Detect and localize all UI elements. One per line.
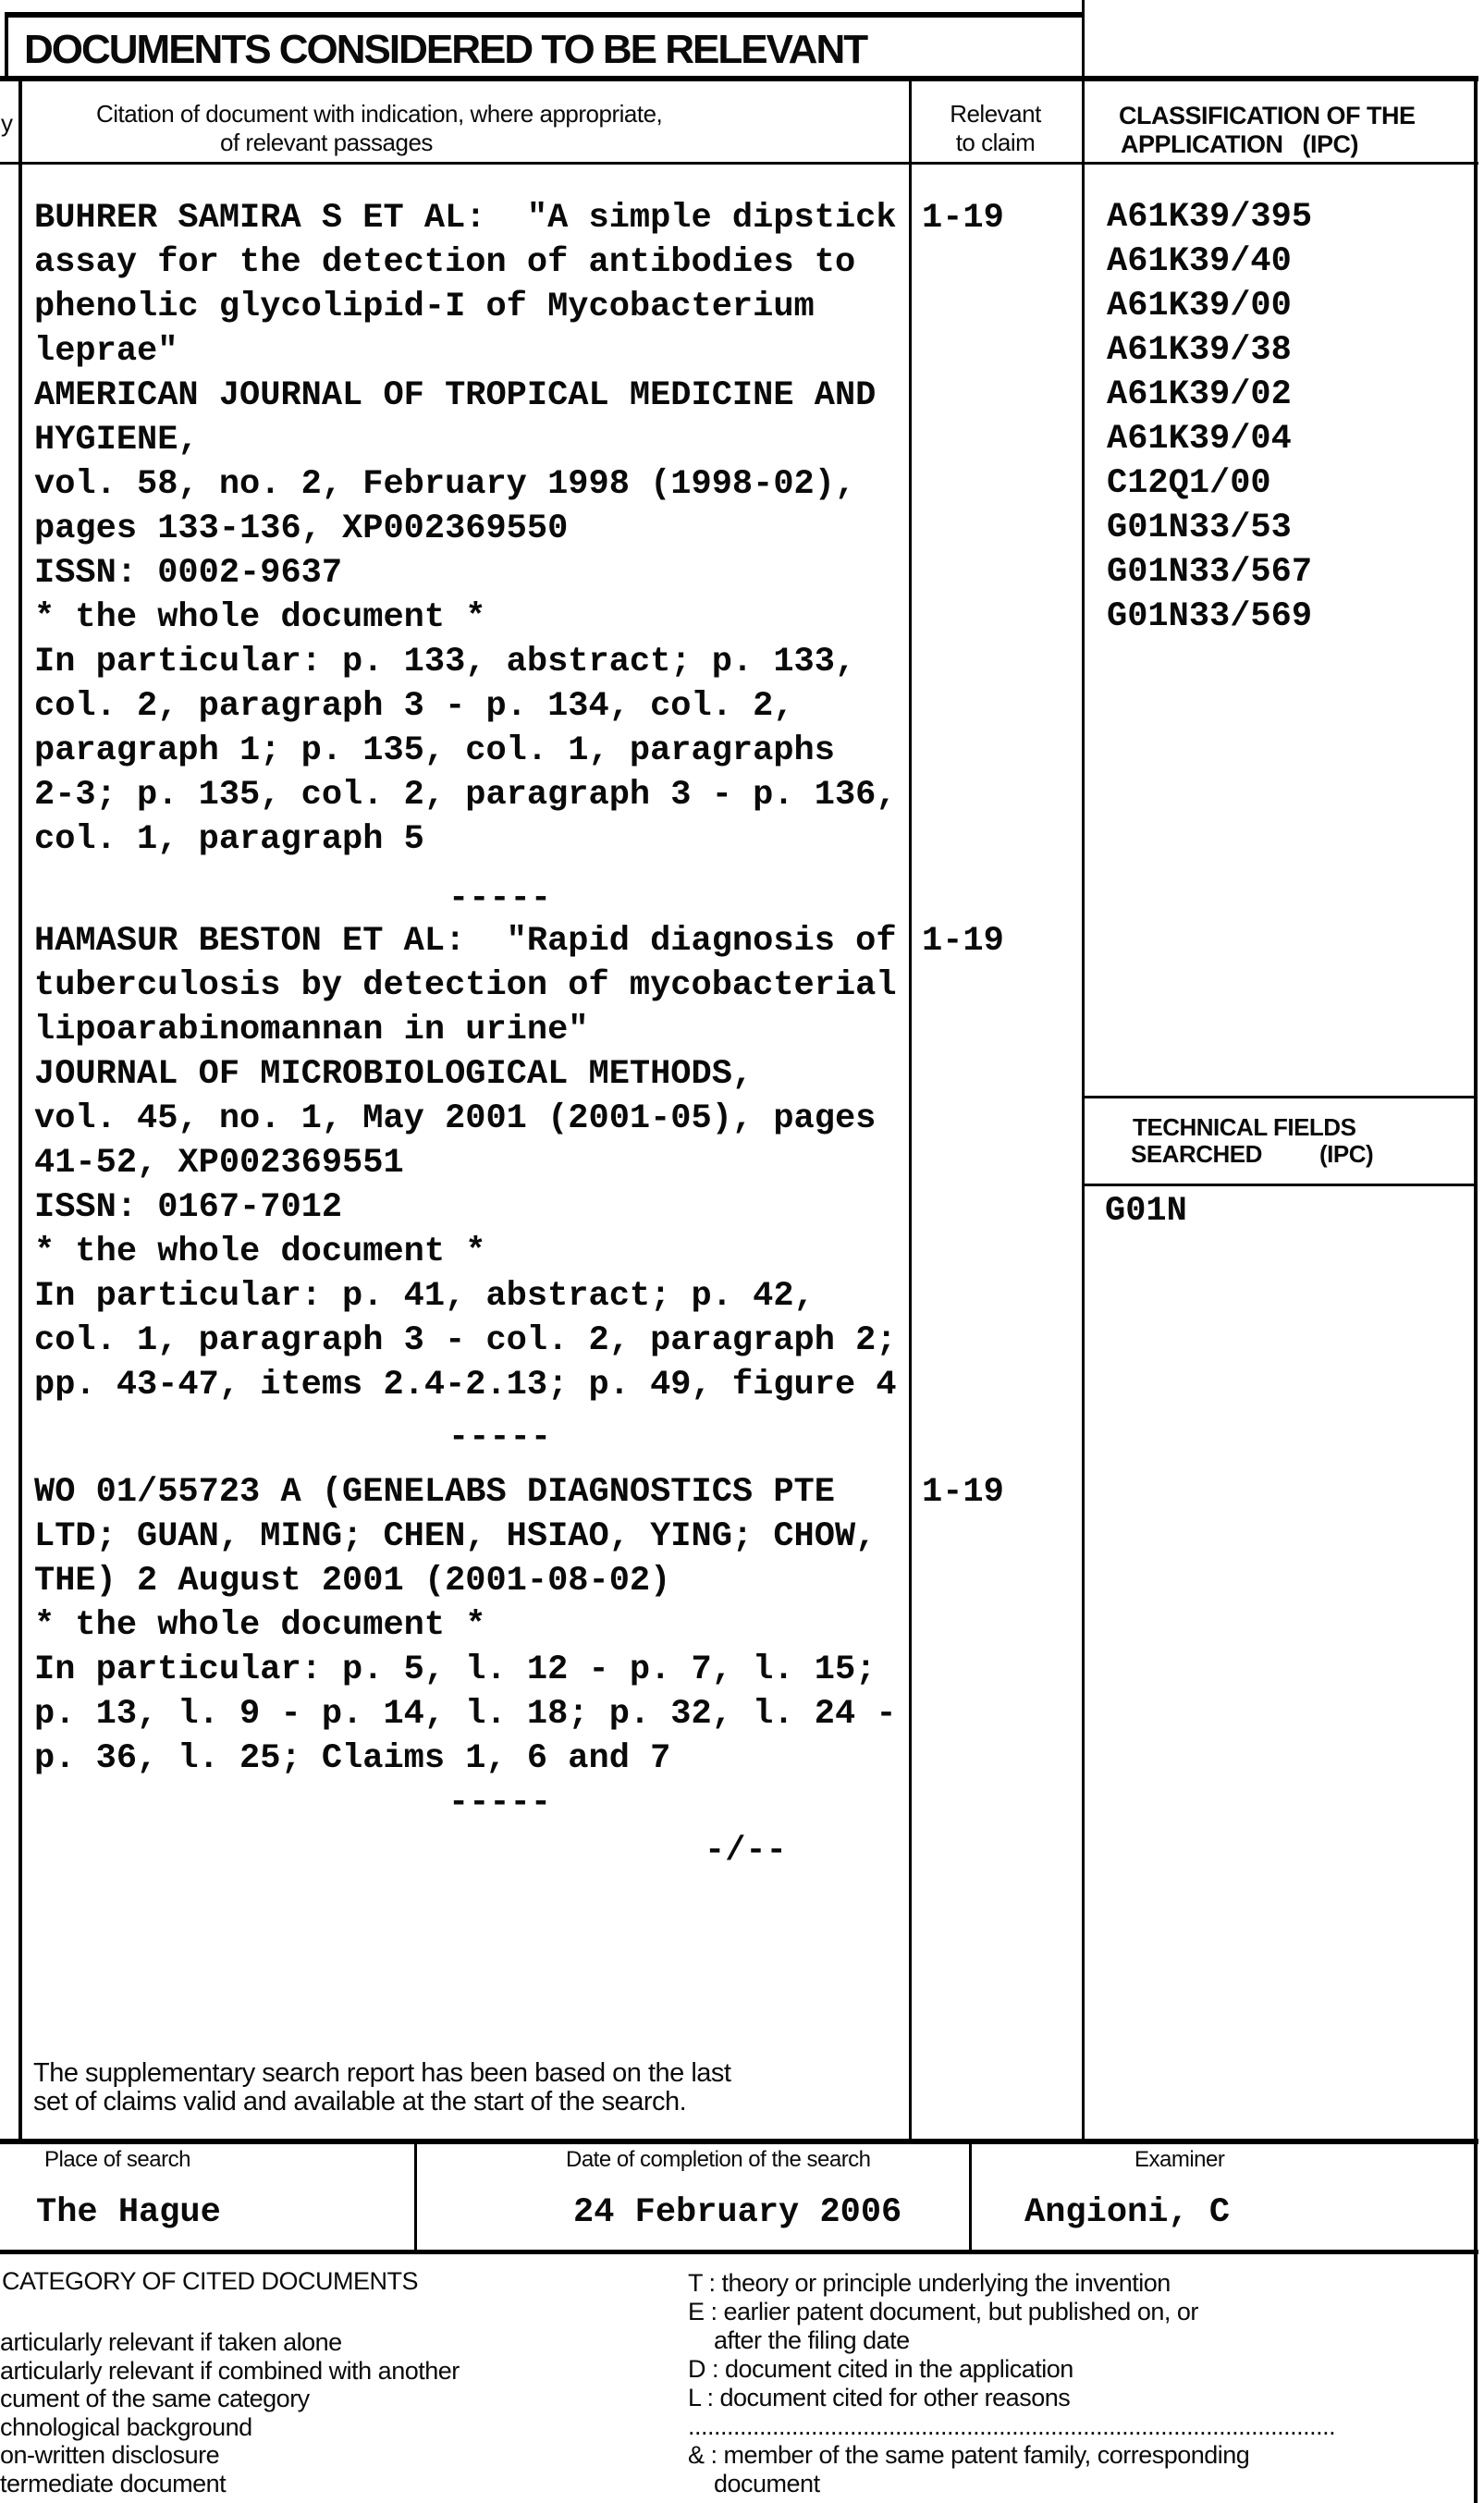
citation-separator-3: -----: [448, 1784, 552, 1822]
examiner-label: Examiner: [1134, 2147, 1225, 2172]
category-column-header-partial: y: [1, 109, 13, 137]
border-right-edge: [1474, 76, 1478, 2503]
classification-codes-list: A61K39/395 A61K39/40 A61K39/00 A61K39/38 A61K39/02 A61K39/04 C12Q1/00 G01N33/53 G01N33/567 G01N33/569: [1107, 198, 1313, 636]
relevant-column-header-line2: to claim: [955, 129, 1036, 156]
border-technical-fields-top: [1082, 1096, 1477, 1098]
border-category-column: [18, 76, 22, 2144]
border-relevant-classification-separator: [1082, 0, 1085, 2144]
border-below-title: [0, 76, 1478, 81]
examiner-value: Angioni, C: [1024, 2193, 1231, 2232]
supplementary-search-note: The supplementary search report has been based on the last set of claims valid and available at the start of the search.: [33, 2058, 731, 2117]
classification-column-header-line2: APPLICATION (IPC): [1121, 130, 1358, 158]
place-of-search-value: The Hague: [36, 2193, 221, 2232]
border-below-footer-row: [0, 2250, 1478, 2254]
citation-block-2: HAMASUR BESTON ET AL: "Rapid diagnosis of tuberculosis by detection of mycobacterial lipoarabinomannan in urine" JOURNAL OF MICROBIOLOGICAL METHODS, vol. 45, no. 1, May 2001 (2001-05), pages 41-52, XP002369551 ISSN: 0167-7012 * the whole document * In particular: p. 41, abstract; p. 42, col. 1, paragraph 3 - col. 2, paragraph 2; pp. 43-47, items 2.4-2.13; p. 49, figure 4: [34, 922, 897, 1405]
continuation-mark: -/--: [705, 1832, 787, 1871]
citation-block-3: WO 01/55723 A (GENELABS DIAGNOSTICS PTE LTD; GUAN, MING; CHEN, HSIAO, YING; CHOW, THE) 2 August 2001 (2001-08-02) * the whole document * In particular: p. 5, l. 12 - p. 7, l. 15; p. 13, l. 9 - p. 14, l. 18; p. 32, l. 24 - p. 36, l. 25; Claims 1, 6 and 7: [34, 1473, 897, 1778]
citation-column-header-line1: Citation of document with indication, where appropriate,: [96, 100, 663, 128]
border-citation-relevant-separator: [909, 76, 912, 2144]
border-top-of-title-box: [5, 12, 1085, 18]
border-footer-place-date-separator: [414, 2139, 417, 2251]
border-title-box-left: [5, 12, 8, 81]
citation-block-1: BUHRER SAMIRA S ET AL: "A simple dipstick assay for the detection of antibodies to phenolic glycolipid-I of Mycobacterium leprae" AMERICAN JOURNAL OF TROPICAL MEDICINE AND HYGIENE, vol. 58, no. 2, February 1998 (1998-02), pages 133-136, XP002369550 ISSN: 0002-9637 * the whole document * In particular: p. 133, abstract; p. 133, col. 2, paragraph 3 - p. 134, col. 2, paragraph 1; p. 135, col. 1, paragraphs 2-3; p. 135, col. 2, paragraph 3 - p. 136, col. 1, paragraph 5: [34, 199, 897, 859]
citation-column-header-line2: of relevant passages: [220, 129, 433, 156]
relevant-to-claim-1: 1-19: [922, 199, 1004, 238]
place-of-search-label: Place of search: [44, 2147, 190, 2172]
classification-column-header-line1: CLASSIFICATION OF THE: [1119, 102, 1416, 129]
relevant-to-claim-2: 1-19: [922, 922, 1004, 961]
legend-category-title: CATEGORY OF CITED DOCUMENTS: [2, 2267, 419, 2295]
technical-fields-codes: G01N: [1105, 1192, 1187, 1231]
relevant-column-header-line1: Relevant: [950, 100, 1041, 128]
citation-separator-1: -----: [448, 879, 552, 918]
border-above-footer-row: [0, 2139, 1478, 2144]
border-technical-fields-bottom: [1082, 1184, 1477, 1186]
border-below-column-headers: [0, 162, 1478, 165]
citation-separator-2: -----: [448, 1418, 552, 1457]
legend-right-lines: T : theory or principle underlying the invention E : earlier patent document, but published on, or after the filing date D : document cited in the application L : document cited for other reasons .................................................................................................... & : member of the same patent family, corresponding document: [688, 2269, 1336, 2497]
legend-left-lines: articularly relevant if taken alone articularly relevant if combined with another cument of the same category chnological background on-written disclosure termediate document: [0, 2328, 460, 2497]
technical-fields-label-line1: TECHNICAL FIELDS: [1133, 1113, 1356, 1141]
relevant-to-claim-3: 1-19: [922, 1473, 1004, 1512]
page-title: DOCUMENTS CONSIDERED TO BE RELEVANT: [24, 27, 867, 72]
technical-fields-ipc-label: (IPC): [1319, 1140, 1374, 1168]
date-of-completion-value: 24 February 2006: [573, 2193, 902, 2232]
border-footer-date-examiner-separator: [969, 2139, 972, 2251]
technical-fields-label-line2: SEARCHED: [1131, 1140, 1262, 1168]
date-of-completion-label: Date of completion of the search: [566, 2147, 871, 2172]
